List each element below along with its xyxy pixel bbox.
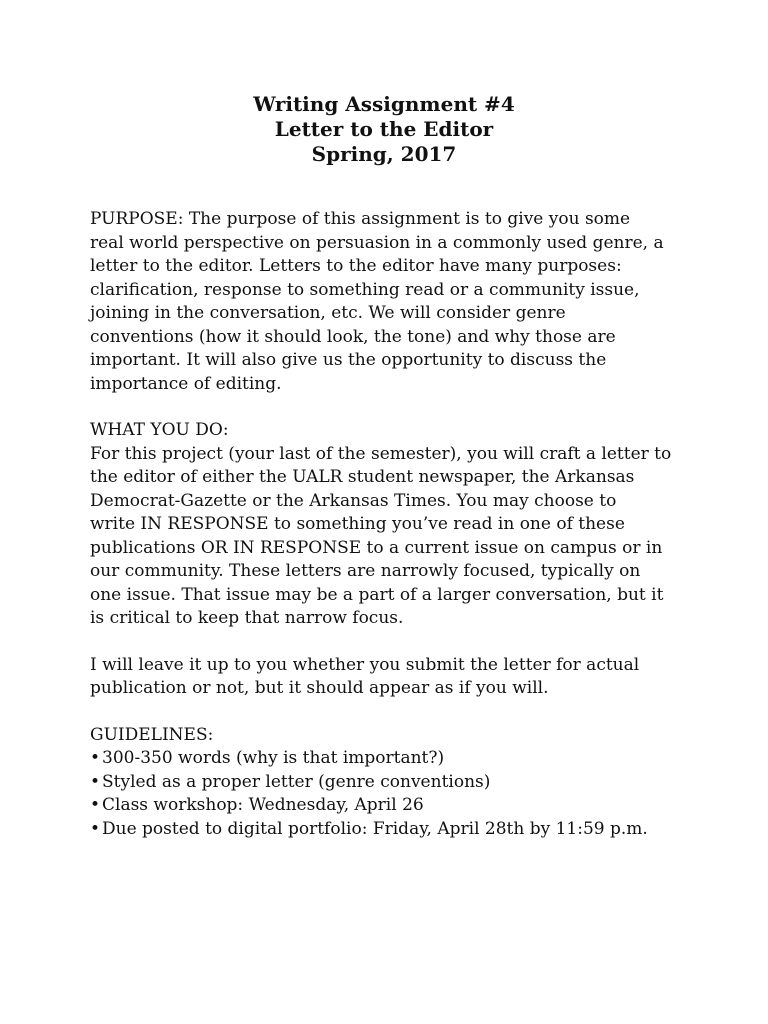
what-you-do-line: is critical to keep that narrow focus. xyxy=(90,608,404,628)
purpose-line: PURPOSE: The purpose of this assignment is to give you some xyxy=(90,209,631,229)
purpose-line: real world perspective on persuasion in a commonly used genre, a xyxy=(90,232,664,253)
bullet-icon: • xyxy=(90,771,101,792)
guideline-text: 300-350 words (why is that important?) xyxy=(102,748,445,768)
what-you-do-line: the editor of either the UALR student newspaper, the Arkansas xyxy=(90,467,635,487)
document-title xyxy=(0,92,768,167)
bullet-icon: • xyxy=(90,748,101,768)
submission-note-line: publication or not, but it should appear as if you will. xyxy=(90,678,549,698)
list-item xyxy=(90,771,690,795)
title-line-topic: Letter to the Editor xyxy=(274,117,494,141)
what-you-do-heading: WHAT YOU DO: xyxy=(90,420,229,440)
purpose-line: important. It will also give us the opportunity to discuss the xyxy=(90,350,607,370)
list-item xyxy=(90,747,690,771)
title-line-term: Spring, 2017 xyxy=(311,142,457,166)
guidelines-list xyxy=(90,747,690,841)
what-you-do-line: one issue. That issue may be a part of a larger conversation, but it xyxy=(90,584,664,605)
what-you-do-line: our community. These letters are narrowly focused, typically on xyxy=(90,561,641,581)
list-item xyxy=(90,794,690,818)
document-body xyxy=(90,208,690,864)
guideline-text: Class workshop: Wednesday, April 26 xyxy=(102,795,424,815)
guideline-text: Styled as a proper letter (genre conventions) xyxy=(102,771,491,792)
what-you-do-line: publications OR IN RESPONSE to a current issue on campus or in xyxy=(90,537,663,558)
purpose-line: importance of editing. xyxy=(90,373,282,394)
purpose-paragraph xyxy=(90,208,690,396)
what-you-do-line: Democrat-Gazette or the Arkansas Times. You may choose to xyxy=(90,490,617,511)
guideline-text: Due posted to digital portfolio: Friday, April 28th by 11:59 p.m. xyxy=(102,818,648,839)
purpose-line: joining in the conversation, etc. We will consider genre xyxy=(90,303,566,323)
submission-note-line: I will leave it up to you whether you submit the letter for actual xyxy=(90,654,640,675)
guidelines-section xyxy=(90,724,690,842)
guidelines-heading: GUIDELINES: xyxy=(90,724,214,745)
what-you-do-line: For this project (your last of the semester), you will craft a letter to xyxy=(90,443,672,464)
purpose-line: letter to the editor. Letters to the editor have many purposes: xyxy=(90,256,622,276)
what-you-do-line: write IN RESPONSE to something you’ve read in one of these xyxy=(90,514,625,534)
what-you-do-paragraph xyxy=(90,419,690,631)
list-item xyxy=(90,818,690,842)
submission-note-paragraph xyxy=(90,654,690,701)
bullet-icon: • xyxy=(90,795,101,815)
purpose-line: conventions (how it should look, the tone) and why those are xyxy=(90,326,616,347)
purpose-line: clarification, response to something read or a community issue, xyxy=(90,279,640,300)
title-line-assignment: Writing Assignment #4 xyxy=(253,92,515,116)
bullet-icon: • xyxy=(90,818,101,839)
